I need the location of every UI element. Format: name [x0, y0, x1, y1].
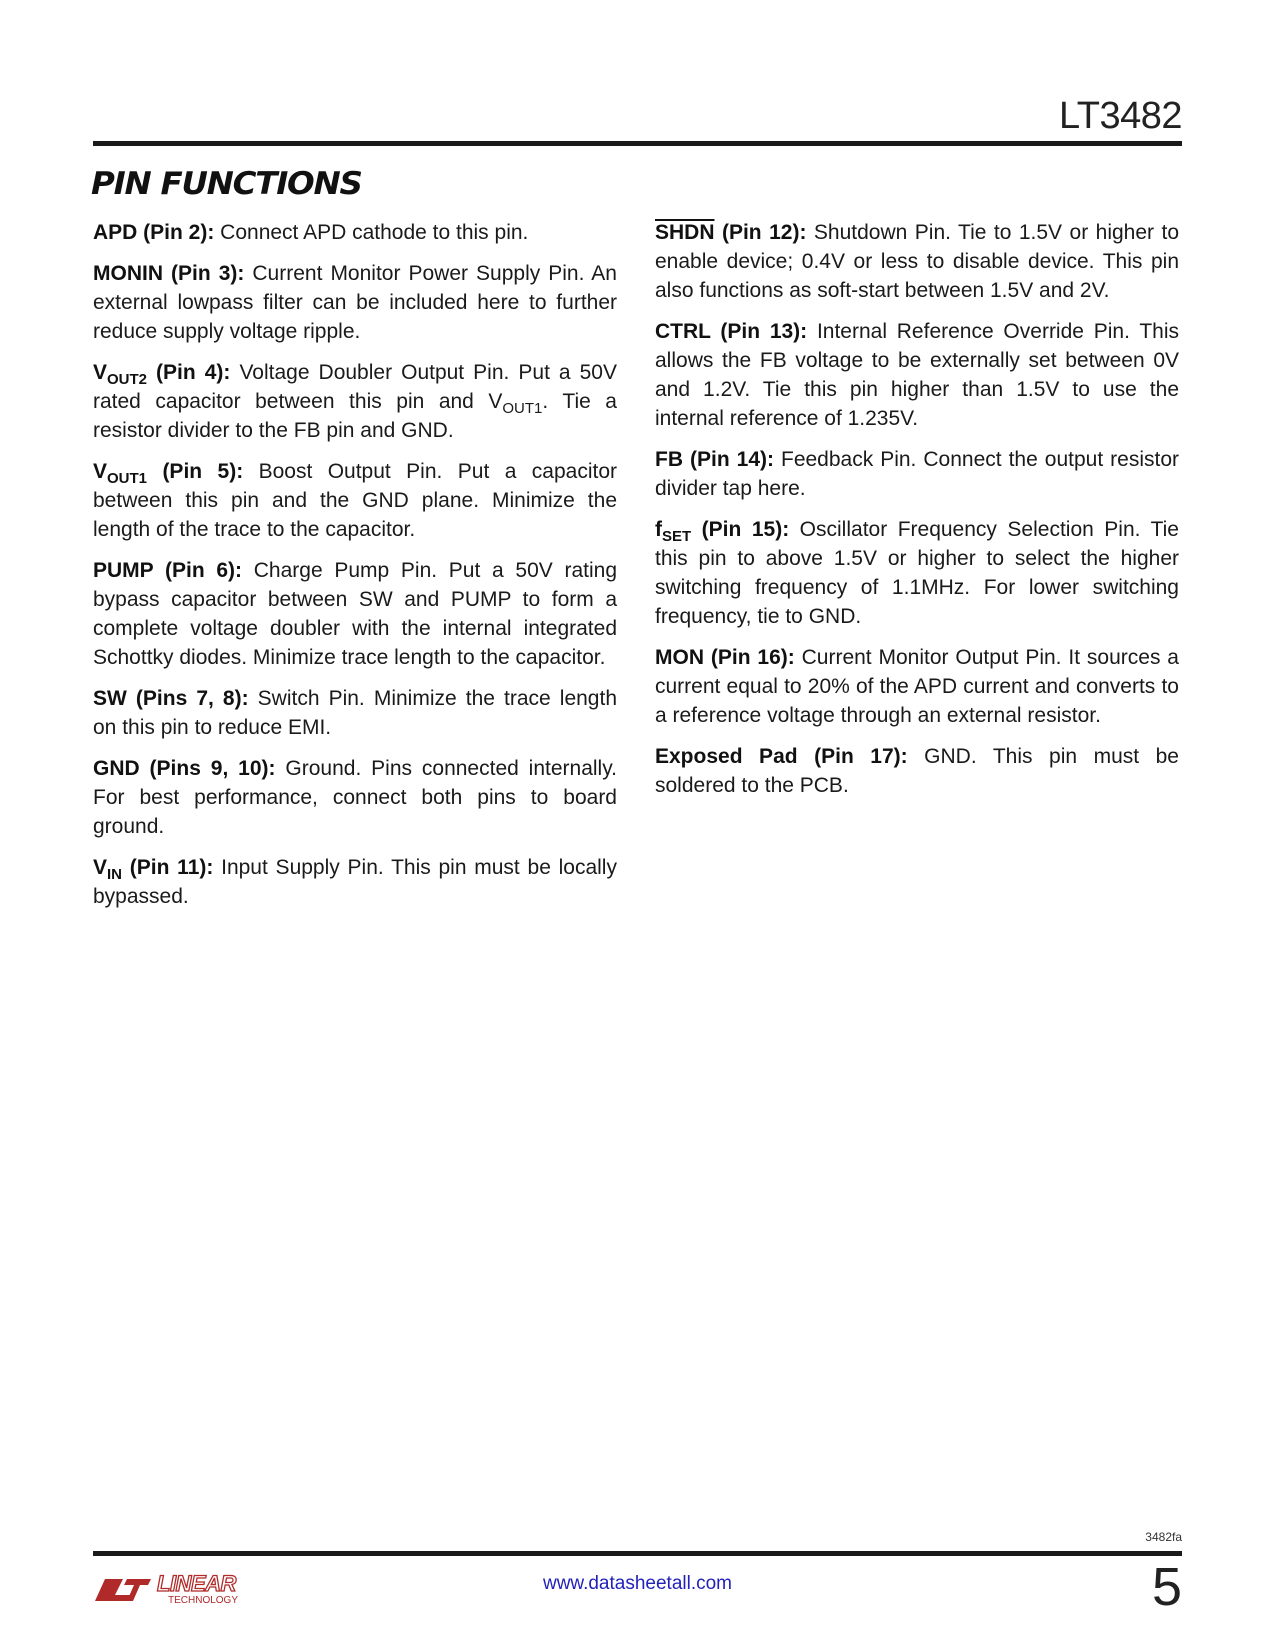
- pin-entry-vout2: [93, 358, 617, 445]
- right-column: [655, 218, 1179, 812]
- pin-description: Feedback Pin. Connect the output resistor divider tap here.: [655, 448, 1179, 500]
- document-code: 3482fa: [1145, 1530, 1182, 1544]
- pin-number: (Pin 12):: [714, 221, 807, 244]
- pin-entry-exposed-pad: [655, 742, 1179, 800]
- pin-name-subscript: IN: [107, 866, 123, 883]
- pin-number: (Pin 5):: [147, 460, 244, 483]
- pin-number: (Pin 4):: [147, 361, 231, 384]
- pin-entry-pump: [93, 556, 617, 672]
- pin-description: Voltage Doubler Output Pin. Put a 50V rated capacitor between this pin and V: [93, 361, 617, 413]
- footer-url-link[interactable]: www.datasheetall.com: [542, 1573, 733, 1594]
- pin-description: Connect APD cathode to this pin.: [214, 221, 529, 244]
- pin-name: FB: [655, 448, 683, 471]
- pin-description: GND. This pin must be soldered to the PCB.: [655, 745, 1179, 797]
- header-rule: [93, 141, 1182, 146]
- pin-number: (Pin 15):: [691, 518, 790, 541]
- pin-entry-apd: [93, 218, 617, 247]
- pin-number: (Pin 16):: [704, 646, 795, 669]
- pin-description: Internal Reference Override Pin. This allows the FB voltage to be externally set between 0V and 1.2V. Tie this pin higher than 1.5V to use the internal reference of 1.235V.: [655, 320, 1179, 430]
- pin-number: (Pins 9, 10):: [139, 757, 276, 780]
- pin-name: SHDN: [655, 221, 715, 244]
- pin-description: Current Monitor Power Supply Pin. An external lowpass filter can be included here to further reduce supply voltage ripple.: [93, 262, 617, 343]
- pin-name-subscript: OUT1: [107, 470, 148, 487]
- pin-name: MON: [655, 646, 704, 669]
- pin-description: Input Supply Pin. This pin must be locally bypassed.: [93, 856, 617, 908]
- pin-description: Ground. Pins connected internally. For best performance, connect both pins to board ground.: [93, 757, 617, 838]
- pin-description: Shutdown Pin. Tie to 1.5V or higher to enable device; 0.4V or less to disable device. This pin also functions as soft-start between 1.5V and 2V.: [655, 221, 1179, 302]
- pin-number: (Pins 7, 8):: [126, 687, 249, 710]
- pin-entry-mon: [655, 643, 1179, 730]
- pin-name: MONIN: [93, 262, 163, 285]
- left-column: [93, 218, 617, 923]
- pin-name-subscript: OUT2: [107, 371, 148, 388]
- description-subscript: OUT1: [502, 400, 543, 417]
- pin-number: (Pin 3):: [163, 262, 245, 285]
- pin-name: PUMP: [93, 559, 154, 582]
- pin-name: V: [93, 856, 108, 879]
- pin-entry-fb: [655, 445, 1179, 503]
- pin-name: V: [93, 361, 108, 384]
- pin-name-subscript: SET: [662, 528, 692, 545]
- pin-entry-vin: [93, 853, 617, 911]
- logo-wordmark: LINEAR: [157, 1571, 236, 1596]
- pin-name: f: [655, 518, 662, 541]
- logo-subtext: TECHNOLOGY: [168, 1595, 239, 1606]
- pin-name: SW: [93, 687, 127, 710]
- pin-name: APD: [93, 221, 138, 244]
- pin-description: Boost Output Pin. Put a capacitor between this pin and the GND plane. Minimize the length of the trace to the capacitor.: [93, 460, 617, 541]
- pin-number: (Pin 17):: [797, 745, 908, 768]
- pin-entry-shdn: [655, 218, 1179, 305]
- pin-description: Oscillator Frequency Selection Pin. Tie this pin to above 1.5V or higher to select the higher switching frequency of 1.1MHz. For lower switching frequency, tie to GND.: [655, 518, 1179, 628]
- pin-entry-monin: [93, 259, 617, 346]
- pin-entry-fset: [655, 515, 1179, 631]
- pin-entry-ctrl: [655, 317, 1179, 433]
- pin-description: Charge Pump Pin. Put a 50V rating bypass capacitor between SW and PUMP to form a complete voltage doubler with the internal integrated Schottky diodes. Minimize trace length to the capacitor.: [93, 559, 618, 669]
- pin-name: V: [93, 460, 108, 483]
- pin-number: (Pin 14):: [683, 448, 774, 471]
- footer-rule: [93, 1551, 1182, 1556]
- pin-name: Exposed Pad: [655, 745, 798, 768]
- pin-name: CTRL: [655, 320, 711, 343]
- pin-entry-sw: [93, 684, 617, 742]
- pin-number: (Pin 6):: [153, 559, 243, 582]
- pin-name: GND: [93, 757, 140, 780]
- pin-entry-gnd: [93, 754, 617, 841]
- part-number: LT3482: [1058, 95, 1182, 137]
- pin-description-cont: . Tie a resistor divider to the FB pin and GND.: [93, 390, 617, 442]
- pin-number: (Pin 13):: [710, 320, 808, 343]
- pin-number: (Pin 11):: [122, 856, 214, 879]
- page-number: 5: [1151, 1557, 1182, 1617]
- pin-description: Switch Pin. Minimize the trace length on this pin to reduce EMI.: [93, 687, 617, 739]
- pin-description: Current Monitor Output Pin. It sources a current equal to 20% of the APD current and converts to a reference voltage through an external resistor.: [655, 646, 1179, 727]
- section-title: PIN FUNCTIONS: [91, 166, 362, 202]
- pin-entry-vout1: [93, 457, 617, 544]
- pin-number: (Pin 2):: [137, 221, 215, 244]
